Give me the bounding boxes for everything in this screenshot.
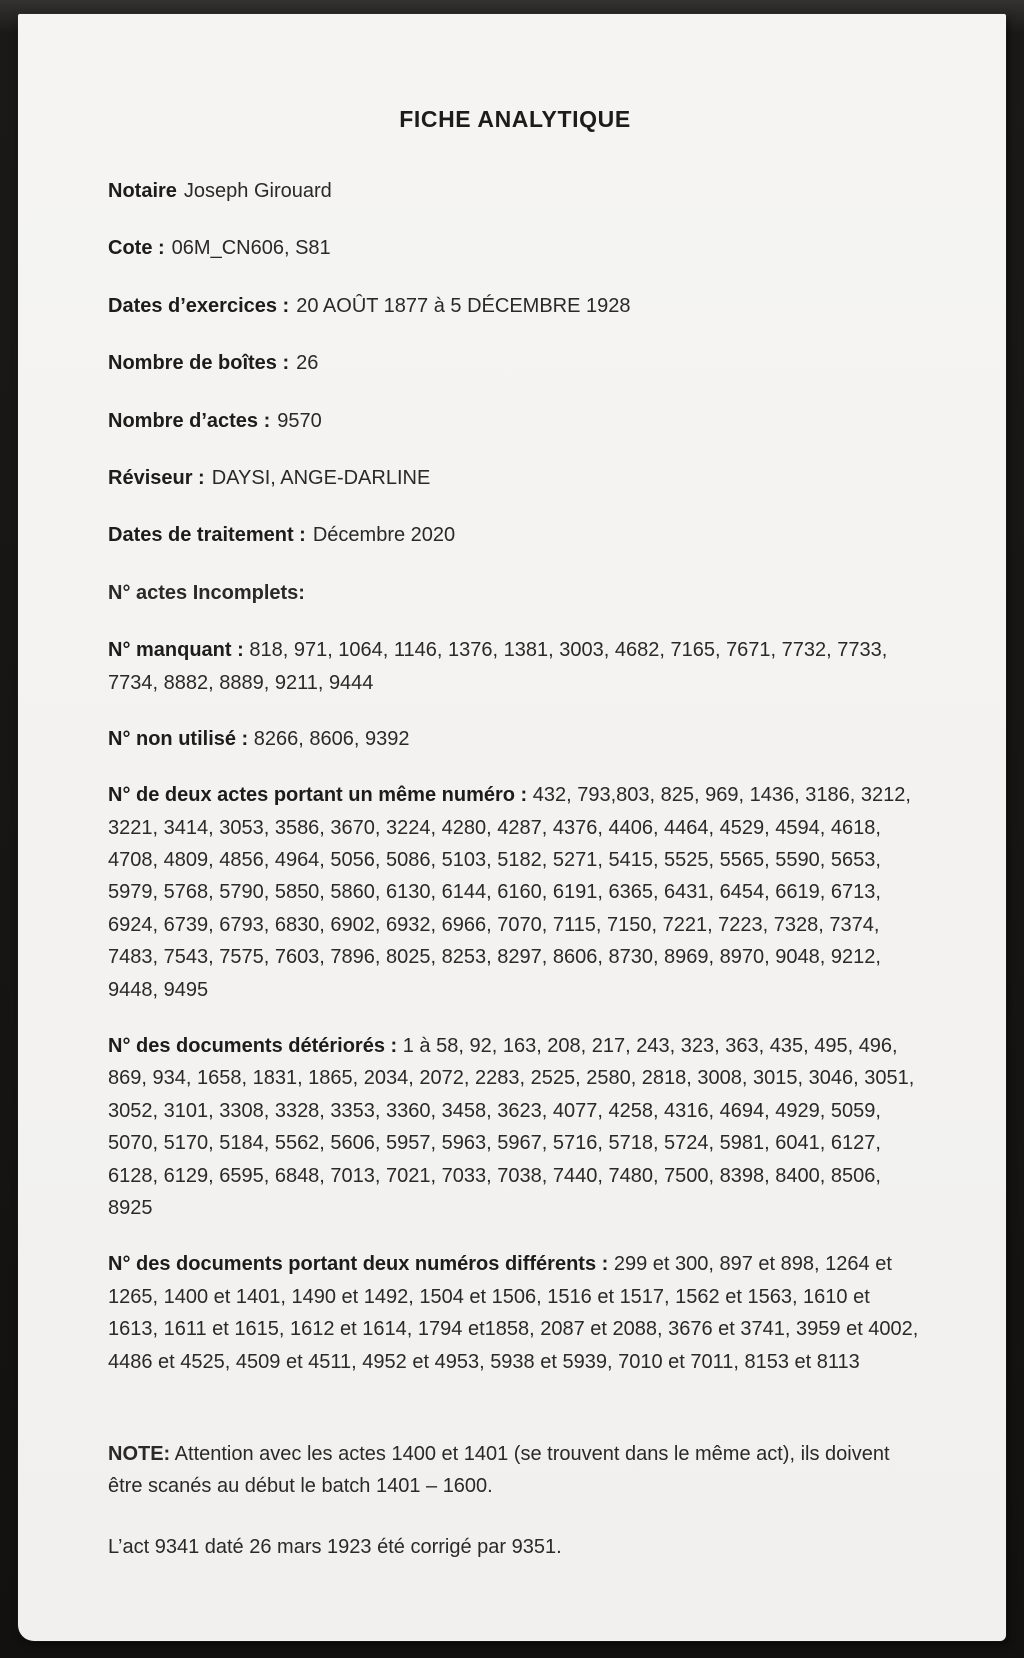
section-heading-label: N° actes Incomplets: (108, 581, 305, 604)
field-label: Notaire (108, 180, 177, 202)
field-value: 9570 (277, 409, 322, 432)
section-value: 818, 971, 1064, 1146, 1376, 1381, 3003, 4682, 7165, 7671, 7732, 7733, 7734, 8882, 8889, 9211, 9444 (108, 639, 888, 694)
section-label: N° des documents détériorés : (108, 1035, 398, 1058)
section-value: 1 à 58, 92, 163, 208, 217, 243, 323, 363, 435, 495, 496, 869, 934, 1658, 1831, 1865, 2034, 2072, 2283, 2525, 2580, 2818, 3008, 3015, 3046, 3051, 3052, 3101, 3308, 3328, 3353, 3360, 3458, 3623, 4077, 4258, 4316, 4694, 4929, 5059, 5070, 5170, 5184, 5562, 5606, 5957, 5963, 5967, 5716, 5718, 5724, 5981, 6041, 6127, 6128, 6129, 6595, 6848, 7013, 7021, 7033, 7038, 7440, 7480, 7500, 8398, 8400, 8506, 8925 (108, 1035, 915, 1219)
field-value: 06M_CN606, S81 (171, 237, 331, 260)
field-dates-exercices (108, 290, 922, 322)
page-title: FICHE ANALYTIQUE (399, 106, 631, 132)
field-label: Réviseur : (108, 466, 205, 489)
section-numeros-manquants (108, 634, 922, 699)
section-value: 8266, 8606, 9392 (253, 727, 410, 750)
correction-note: L’act 9341 daté 26 mars 1923 été corrigé par 9351. (108, 1535, 562, 1558)
section-label: N° manquant : (108, 639, 244, 662)
note-label: NOTE: (108, 1442, 171, 1465)
section-label: N° de deux actes portant un même numéro : (108, 784, 528, 807)
field-label: Dates d’exercices : (108, 294, 290, 317)
document-page (18, 14, 1006, 1641)
field-value: DAYSI, ANGE-DARLINE (211, 466, 431, 489)
field-value: Joseph Girouard (183, 180, 332, 202)
note-text: Attention avec les actes 1400 et 1401 (se trouvent dans le même act), ils doivent être scanés au début le batch 1401 – 1600. (108, 1442, 890, 1498)
section-value: 299 et 300, 897 et 898, 1264 et 1265, 1400 et 1401, 1490 et 1492, 1504 et 1506, 1516 et 1517, 1562 et 1563, 1610 et 1613, 1611 et 1615, 1612 et 1614, 1794 et1858, 2087 et 2088, 3676 et 3741, 3959 et 4002, 4486 et 4525, 4509 et 4511, 4952 et 4953, 5938 et 5939, 7010 et 7011, 8153 et 8113 (108, 1253, 919, 1373)
field-value: Décembre 2020 (312, 524, 456, 547)
field-label: Nombre d’actes : (108, 409, 271, 432)
field-nombre-boites (108, 347, 922, 379)
field-nombre-actes (108, 405, 922, 437)
section-heading-actes-incomplets (108, 577, 922, 609)
section-numeros-non-utilises (108, 723, 922, 755)
section-documents-deux-numeros (108, 1248, 922, 1378)
field-reviseur (108, 462, 922, 494)
field-value: 20 AOÛT 1877 à 5 DÉCEMBRE 1928 (296, 294, 631, 317)
section-documents-deteriores (108, 1030, 922, 1224)
field-value: 26 (296, 352, 319, 375)
field-label: Dates de traitement : (108, 524, 306, 547)
field-notaire (108, 175, 922, 207)
section-actes-meme-numero (108, 779, 922, 1006)
field-label: Cote : (108, 237, 165, 260)
note-paragraph (108, 1438, 922, 1503)
field-dates-traitement (108, 519, 922, 551)
field-label: Nombre de boîtes : (108, 352, 290, 375)
section-label: N° non utilisé : (108, 727, 249, 750)
field-cote (108, 232, 922, 264)
section-value: 432, 793,803, 825, 969, 1436, 3186, 3212, 3221, 3414, 3053, 3586, 3670, 3224, 4280, 4287, 4376, 4406, 4464, 4529, 4594, 4618, 4708, 4809, 4856, 4964, 5056, 5086, 5103, 5182, 5271, 5415, 5525, 5565, 5590, 5653, 5979, 5768, 5790, 5850, 5860, 6130, 6144, 6160, 6191, 6365, 6431, 6454, 6619, 6713, 6924, 6739, 6793, 6830, 6902, 6932, 6966, 7070, 7115, 7150, 7221, 7223, 7328, 7374, 7483, 7543, 7575, 7603, 7896, 8025, 8253, 8297, 8606, 8730, 8969, 8970, 9048, 9212, 9448, 9495 (108, 784, 911, 1001)
section-label: N° des documents portant deux numéros différents : (108, 1253, 609, 1276)
notes-block (108, 1438, 922, 1563)
